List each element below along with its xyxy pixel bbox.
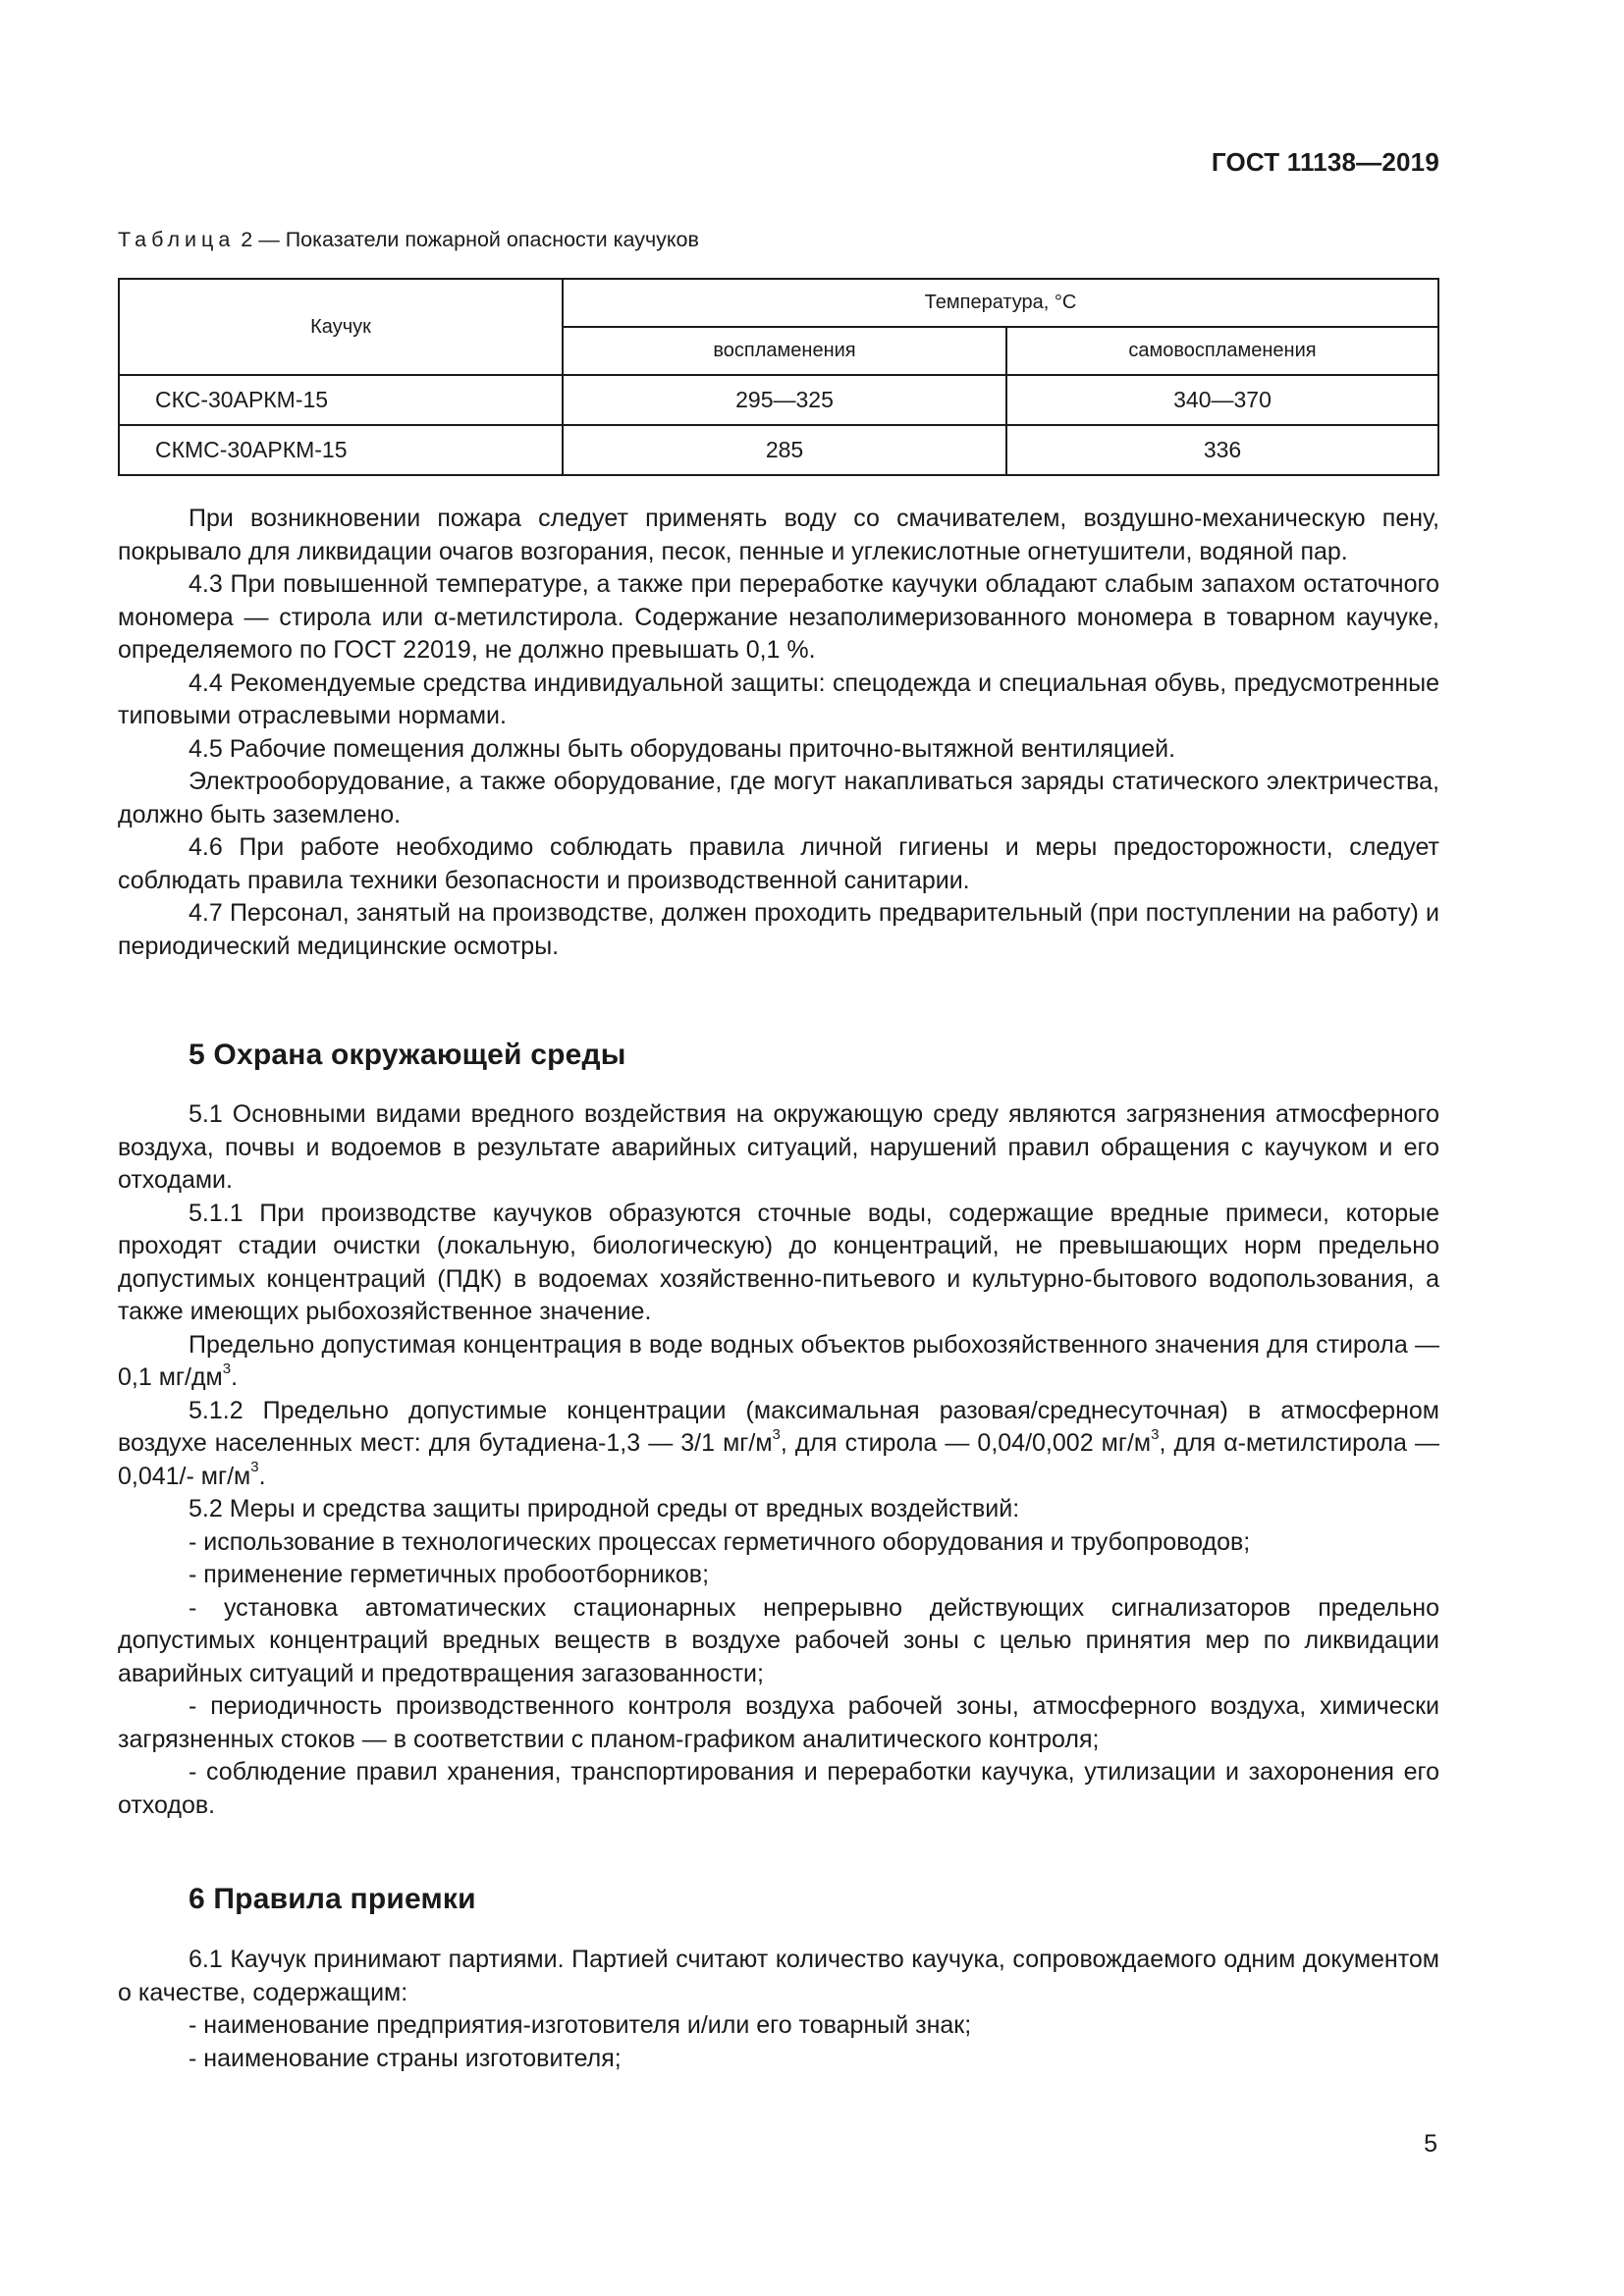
paragraph: При возникновении пожара следует применять воду со смачивателем, воздушно-механическую пену, покрывало для ликвидации очагов возгорания, песок, пенные и углекислотные огнетушители, водяной пар. bbox=[118, 505, 1439, 565]
paragraph: 4.4 Рекомендуемые средства индивидуальной защиты: спецодежда и специальная обувь, предусмотренные типовыми отраслевыми нормами. bbox=[118, 668, 1439, 729]
table-caption-word: Таблица bbox=[118, 228, 236, 251]
paragraph: 5.1.1 При производстве каучуков образуются сточные воды, содержащие вредные примеси, которые проходят стадии очистки (локальную, биологическую) до концентраций, не превышающих норм предельно допустимых концентраций (ПДК) в водоемах хозяйственно-питьевого и культурно-бытового водопользования, а также имеющих рыбохозяйственное значение. bbox=[118, 1199, 1439, 1325]
table-caption-text: 2 — Показатели пожарной опасности каучуков bbox=[235, 228, 699, 251]
text-span: , для α-метилстирола — 0,041/- мг/м bbox=[118, 1429, 1439, 1490]
paragraph: 4.6 При работе необходимо соблюдать правила личной гигиены и меры предосторожности, следует соблюдать правила техники безопасности и производственной санитарии. bbox=[118, 833, 1439, 894]
section-5-title: 5 Охрана окружающей среды bbox=[189, 1039, 626, 1071]
header-rubber: Каучук bbox=[119, 279, 563, 375]
paragraph: 4.5 Рабочие помещения должны быть оборудованы приточно-вытяжной вентиляцией. bbox=[189, 734, 1176, 763]
text-span: , для стирола — 0,04/0,002 мг/м bbox=[780, 1429, 1152, 1457]
row-autoignition-value: 340—370 bbox=[1006, 375, 1438, 425]
text-span: 5.1.2 Предельно допустимые концентрации (максимальная разовая/среднесуточная) в атмосферном воздухе населенных мест: для бутадиена-1,3 — 3/1 мг/м bbox=[118, 1396, 1439, 1457]
superscript: 3 bbox=[772, 1425, 781, 1443]
table-row bbox=[119, 425, 1438, 475]
row-autoignition-value: 336 bbox=[1006, 425, 1438, 475]
fire-hazard-table bbox=[118, 278, 1439, 476]
page-number: 5 bbox=[1424, 2130, 1437, 2158]
section-6-title-block bbox=[118, 1883, 1439, 1916]
text-span: Предельно допустимая концентрация в воде водных объектов рыбохозяйственного значения для стирола — 0,1 мг/дм bbox=[118, 1330, 1439, 1391]
row-ignition-value: 295—325 bbox=[563, 375, 1006, 425]
document-code: ГОСТ 11138—2019 bbox=[1211, 147, 1439, 177]
paragraph: 5.2 Меры и средства защиты природной среды от вредных воздействий: bbox=[189, 1495, 1020, 1522]
list-item: - использование в технологических процессах герметичного оборудования и трубопроводов; bbox=[189, 1527, 1251, 1556]
paragraph: Электрооборудование, а также оборудование, где могут накапливаться заряды статического электричества, должно быть заземлено. bbox=[118, 768, 1439, 828]
paragraph: 5.1 Основными видами вредного воздействия на окружающую среду являются загрязнения атмосферного воздуха, почвы и водоемов в результате аварийных ситуаций, нарушений правил обращения с каучуком и его отходами. bbox=[118, 1100, 1439, 1194]
text-span: . bbox=[258, 1462, 266, 1490]
paragraph bbox=[118, 1329, 1439, 1395]
superscript: 3 bbox=[1151, 1425, 1160, 1443]
paragraph: 6.1 Каучук принимают партиями. Партией считают количество каучука, сопровождаемого одним документом о качестве, содержащим: bbox=[118, 1946, 1439, 2006]
list-item: - установка автоматических стационарных непрерывно действующих сигнализаторов предельно допустимых концентраций вредных веществ в воздухе рабочей зоны с целью принятия мер по ликвидации аварийных ситуаций и предотвращения загазованности; bbox=[118, 1593, 1439, 1687]
list-item: - наименование страны изготовителя; bbox=[189, 2044, 622, 2072]
table-caption bbox=[118, 228, 699, 252]
list-item: - периодичность производственного контроля воздуха рабочей зоны, атмосферного воздуха, химически загрязненных стоков — в соответствии с планом-графиком аналитического контроля; bbox=[118, 1692, 1439, 1753]
header-ignition: воспламенения bbox=[563, 327, 1006, 375]
row-ignition-value: 285 bbox=[563, 425, 1006, 475]
section-5-title-block bbox=[118, 1039, 1439, 1072]
list-item: - применение герметичных пробоотборников; bbox=[189, 1561, 710, 1588]
safety-block bbox=[118, 503, 1439, 963]
section-6-body bbox=[118, 1944, 1439, 2075]
superscript: 3 bbox=[222, 1360, 232, 1377]
header-temperature: Температура, °C bbox=[563, 279, 1438, 327]
section-5-body bbox=[118, 1098, 1439, 1822]
table-header-row bbox=[119, 279, 1438, 327]
superscript: 3 bbox=[250, 1459, 259, 1476]
text-span: . bbox=[231, 1363, 239, 1391]
list-item: - наименование предприятия-изготовителя и/или его товарный знак; bbox=[189, 2011, 972, 2039]
header-autoignition: самовоспламенения bbox=[1006, 327, 1438, 375]
section-6-title: 6 Правила приемки bbox=[189, 1883, 476, 1915]
table-row bbox=[119, 375, 1438, 425]
row-rubber-name: СКС-30АРКМ-15 bbox=[119, 375, 563, 425]
list-item: - соблюдение правил хранения, транспортирования и переработки каучука, утилизации и захоронения его отходов. bbox=[118, 1758, 1439, 1819]
paragraph: 4.7 Персонал, занятый на производстве, должен проходить предварительный (при поступлении на работу) и периодический медицинские осмотры. bbox=[118, 899, 1439, 960]
paragraph bbox=[118, 1395, 1439, 1494]
paragraph: 4.3 При повышенной температуре, а также при переработке каучуки обладают слабым запахом остаточного мономера — стирола или α-метилстирола. Содержание незаполимеризованного мономера в товарном каучуке, определяемого по ГОСТ 22019, не должно превышать 0,1 %. bbox=[118, 570, 1439, 664]
row-rubber-name: СКМС-30АРКМ-15 bbox=[119, 425, 563, 475]
